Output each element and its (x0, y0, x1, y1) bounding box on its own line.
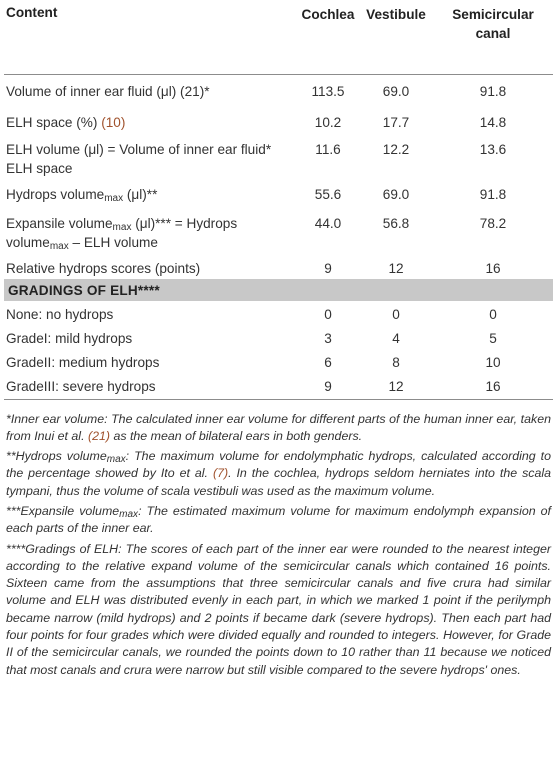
row-label (4, 207, 297, 252)
cochlea-value: 11.6 (315, 142, 341, 157)
cochlea-value: 44.0 (314, 216, 342, 231)
semicircular-value: 10 (485, 355, 501, 370)
table-row (4, 207, 553, 252)
label-subscript: max (49, 241, 69, 252)
label-subscript: max (112, 222, 132, 233)
header-cochlea: Cochlea (297, 0, 359, 74)
cochlea-value: 3 (324, 331, 332, 346)
table-row (4, 74, 553, 106)
cochlea-value: 6 (324, 355, 332, 370)
reference-link[interactable]: (21) (87, 428, 110, 443)
table-row (4, 301, 553, 325)
row-label (4, 178, 297, 207)
table-row (4, 325, 553, 349)
vestibule-value: 8 (392, 355, 400, 370)
reference-link[interactable]: (7) (212, 466, 229, 481)
footnote-hydrops-volume (6, 448, 551, 500)
table-row (4, 349, 553, 373)
header-content: Content (4, 0, 297, 74)
vestibule-value: 56.8 (382, 216, 410, 231)
row-label: GradeII: medium hydrops (6, 355, 160, 370)
footnote-expansile-volume (6, 503, 551, 538)
footnote-text: ***Expansile volume (6, 503, 120, 518)
semicircular-value: 91.8 (479, 83, 507, 99)
row-label: GradeIII: severe hydrops (4, 373, 297, 399)
footnote-subscript: max (106, 454, 126, 466)
table-container (4, 0, 553, 679)
label-text: Hydrops volume (6, 187, 105, 202)
semicircular-value: 13.6 (479, 142, 507, 157)
elh-table (4, 0, 553, 400)
vestibule-value: 69.0 (382, 187, 410, 202)
table-row (4, 106, 553, 133)
label-text: – ELH volume (68, 235, 158, 250)
label-text: (μl)** (123, 187, 158, 202)
vestibule-value: 12.2 (382, 142, 410, 157)
header-vestibule: Vestibule (359, 0, 433, 74)
label-subscript: max (104, 193, 124, 204)
row-label (4, 106, 297, 133)
table-row (4, 373, 553, 399)
cochlea-value: 55.6 (314, 187, 342, 202)
table-header-row (4, 0, 553, 74)
row-label: None: no hydrops (6, 307, 114, 322)
row-label: Volume of inner ear fluid (μl) (21)* (6, 83, 210, 99)
footnote-text: **Hydrops volume (6, 449, 107, 464)
semicircular-value: 5 (489, 331, 497, 346)
cochlea-value: 9 (297, 373, 359, 399)
semicircular-value: 16 (433, 373, 553, 399)
section-title: GRADINGS OF ELH**** (8, 283, 160, 298)
footnote-text: : The maximum volume for endolymphatic hydrops, calculated according to the percentage showed by Ito et al. (6, 449, 551, 481)
semicircular-value: 16 (485, 261, 501, 276)
cochlea-value: 113.5 (311, 83, 345, 99)
semicircular-value: 14.8 (479, 115, 507, 130)
semicircular-value: 78.2 (479, 216, 507, 231)
table-row (4, 252, 553, 279)
table-footnotes (4, 411, 553, 679)
footnote-text: : The estimated maximum volume for maximum endolymph expansion of each parts of the inner ear. (6, 503, 551, 536)
footnote-text: as the mean of bilateral ears in both genders. (110, 428, 363, 443)
footnote-text: . In the cochlea, hydrops seldom herniates into the scala tympani, thus the volume of scala vestibuli was used as the maximum volume. (6, 466, 551, 498)
table-row (4, 178, 553, 207)
cochlea-value: 10.2 (314, 115, 342, 130)
cochlea-value: 0 (324, 307, 332, 322)
row-label: ELH volume (μl) = Volume of inner ear fluid* ELH space (6, 142, 272, 176)
cochlea-value: 9 (324, 261, 332, 276)
semicircular-value: 0 (489, 307, 497, 322)
row-label: Relative hydrops scores (points) (6, 261, 201, 276)
vestibule-value: 4 (392, 331, 400, 346)
header-semicircular-line2: canal (475, 26, 511, 41)
header-semicircular-line1: Semicircular (452, 7, 534, 22)
vestibule-value: 12 (359, 373, 433, 399)
semicircular-value: 91.8 (479, 187, 507, 202)
header-semicircular (433, 0, 553, 74)
vestibule-value: 69.0 (382, 83, 410, 99)
footnote-gradings: ****Gradings of ELH: The scores of each part of the inner ear were rounded to the nearest integer according to the relative expand volume of the semicircular canals which contained 16 points. Sixteen came from the assumptions that three semicircular canals and five crura had similar volume and ELH was distributed evenly in each part, in which we marked 1 point if the perilymph became narrow (mild hydrops) and 2 points if became dark (severe hydrops). Then each part had four points for four grades which were divided equally and rounded to integers. However, for Grade II of the semicircular canals, we rounded the points down to 10 rather than 11 because we noticed that most canals and crura were narrow but still visible compared to the severe hydrops' ones. (6, 541, 551, 677)
footnote-subscript: max (119, 508, 139, 520)
label-text: Expansile volume (6, 216, 113, 231)
vestibule-value: 17.7 (382, 115, 410, 130)
footnote-inner-ear-volume (6, 411, 551, 446)
label-text: ELH space (%) (6, 115, 102, 130)
section-header-row (4, 279, 553, 301)
vestibule-value: 12 (388, 261, 404, 276)
label-text: (μl)*** = Hydrops volume (6, 216, 238, 250)
table-row (4, 133, 553, 178)
row-label: GradeI: mild hydrops (6, 331, 133, 346)
footnote-text: *Inner ear volume: The calculated inner ear volume for different parts of the human inner ear, taken from Inui et al. (6, 411, 551, 443)
reference-link[interactable]: (10) (101, 115, 126, 130)
vestibule-value: 0 (392, 307, 400, 322)
